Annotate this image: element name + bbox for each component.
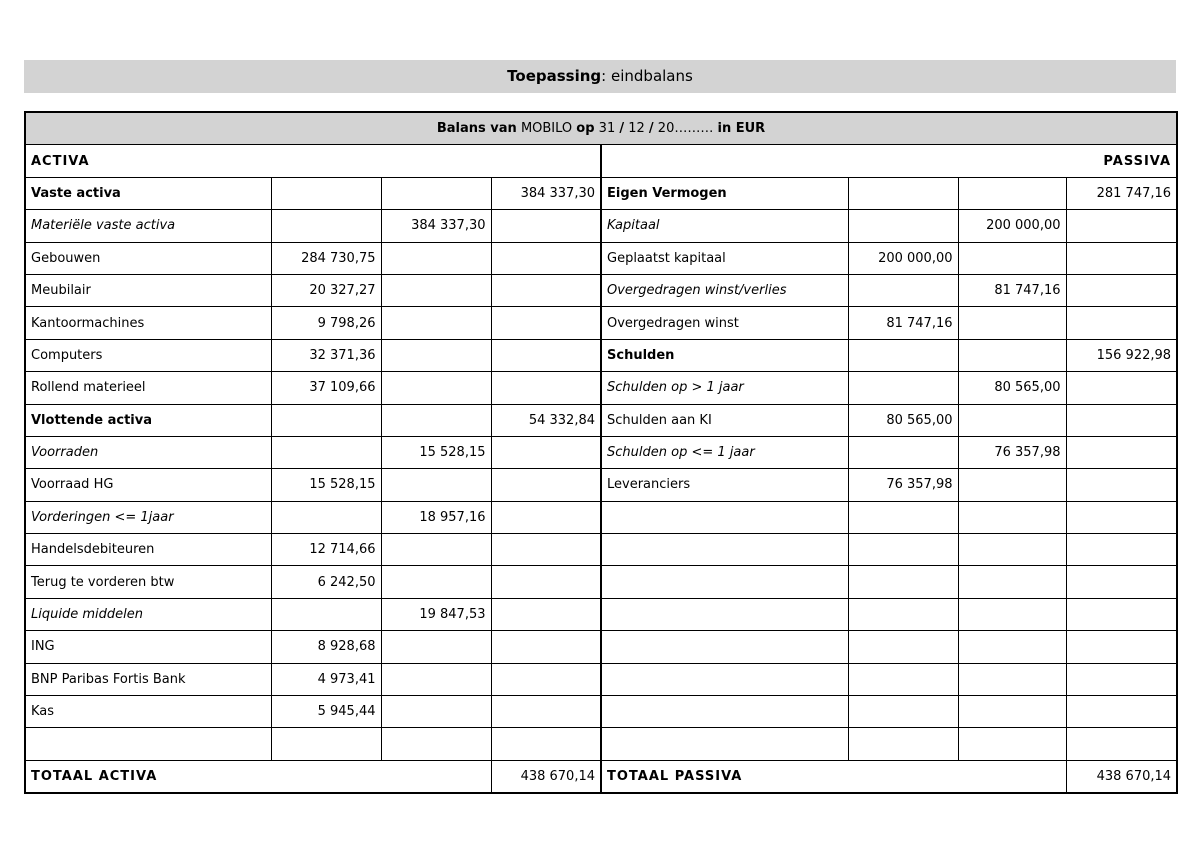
activa-amount-cell: 20 327,27 [271, 274, 381, 306]
passiva-amount-cell [958, 501, 1066, 533]
passiva-label-cell: Kapitaal [601, 210, 848, 242]
activa-amount-cell [381, 631, 491, 663]
activa-label-cell: Meubilair [25, 274, 271, 306]
passiva-label-cell [601, 566, 848, 598]
passiva-amount-cell [1066, 663, 1177, 695]
passiva-amount-cell: 81 747,16 [958, 274, 1066, 306]
passiva-amount-cell [848, 210, 958, 242]
passiva-label-cell [601, 696, 848, 728]
banner-text: : eindbalans [601, 67, 693, 85]
table-row [25, 210, 1177, 242]
activa-amount-cell [271, 210, 381, 242]
passiva-amount-cell [958, 631, 1066, 663]
activa-label-cell: BNP Paribas Fortis Bank [25, 663, 271, 695]
activa-amount-cell [271, 404, 381, 436]
exercise-banner [24, 60, 1176, 93]
activa-amount-cell [271, 598, 381, 630]
passiva-amount-cell [1066, 534, 1177, 566]
balance-title: Balans van MOBILO op 31 / 12 / 20……… in EUR [25, 112, 1177, 145]
table-row [25, 177, 1177, 209]
activa-label-cell: Vlottende activa [25, 404, 271, 436]
passiva-amount-cell [848, 696, 958, 728]
activa-label-cell: Terug te vorderen btw [25, 566, 271, 598]
activa-amount-cell [491, 663, 601, 695]
activa-label-cell: Gebouwen [25, 242, 271, 274]
table-row [25, 469, 1177, 501]
passiva-label-cell: Schulden [601, 339, 848, 371]
passiva-amount-cell [1066, 598, 1177, 630]
activa-amount-cell: 32 371,36 [271, 339, 381, 371]
table-row [25, 436, 1177, 468]
activa-amount-cell: 37 109,66 [271, 372, 381, 404]
passiva-amount-cell [848, 177, 958, 209]
activa-amount-cell: 15 528,15 [271, 469, 381, 501]
passiva-label-cell: Leveranciers [601, 469, 848, 501]
passiva-amount-cell [1066, 728, 1177, 760]
passiva-label-cell [601, 728, 848, 760]
passiva-amount-cell [1066, 631, 1177, 663]
total-activa-label: TOTAAL ACTIVA [25, 760, 491, 793]
activa-amount-cell [491, 534, 601, 566]
balance-sheet-table [24, 111, 1178, 794]
activa-amount-cell: 6 242,50 [271, 566, 381, 598]
activa-label-cell: Handelsdebiteuren [25, 534, 271, 566]
passiva-amount-cell [958, 598, 1066, 630]
activa-amount-cell [491, 631, 601, 663]
activa-label-cell: Kas [25, 696, 271, 728]
table-row [25, 696, 1177, 728]
passiva-amount-cell [848, 274, 958, 306]
passiva-amount-cell [1066, 696, 1177, 728]
activa-amount-cell [491, 274, 601, 306]
passiva-amount-cell [1066, 307, 1177, 339]
activa-label-cell: Liquide middelen [25, 598, 271, 630]
passiva-amount-cell [848, 501, 958, 533]
table-row [25, 274, 1177, 306]
passiva-label-cell [601, 631, 848, 663]
passiva-amount-cell [958, 566, 1066, 598]
passiva-amount-cell [958, 696, 1066, 728]
activa-amount-cell [491, 598, 601, 630]
table-row [25, 598, 1177, 630]
activa-amount-cell: 54 332,84 [491, 404, 601, 436]
passiva-amount-cell [958, 728, 1066, 760]
passiva-label-cell: Schulden op <= 1 jaar [601, 436, 848, 468]
passiva-amount-cell [848, 728, 958, 760]
activa-amount-cell: 384 337,30 [491, 177, 601, 209]
activa-label-cell: Materiële vaste activa [25, 210, 271, 242]
table-row [25, 728, 1177, 760]
table-row [25, 534, 1177, 566]
passiva-amount-cell [1066, 436, 1177, 468]
activa-amount-cell [491, 728, 601, 760]
table-row [25, 404, 1177, 436]
passiva-amount-cell: 281 747,16 [1066, 177, 1177, 209]
activa-amount-cell [381, 339, 491, 371]
activa-amount-cell: 12 714,66 [271, 534, 381, 566]
activa-amount-cell [271, 436, 381, 468]
balance-title-row [25, 112, 1177, 145]
table-row [25, 501, 1177, 533]
activa-amount-cell: 5 945,44 [271, 696, 381, 728]
passiva-label-cell: Geplaatst kapitaal [601, 242, 848, 274]
activa-label-cell: Rollend materieel [25, 372, 271, 404]
passiva-label-cell [601, 663, 848, 695]
passiva-amount-cell [848, 566, 958, 598]
passiva-amount-cell [848, 631, 958, 663]
activa-amount-cell: 4 973,41 [271, 663, 381, 695]
passiva-amount-cell [958, 242, 1066, 274]
activa-amount-cell [491, 501, 601, 533]
activa-amount-cell [381, 728, 491, 760]
passiva-amount-cell [958, 339, 1066, 371]
table-row [25, 339, 1177, 371]
passiva-label-cell: Eigen Vermogen [601, 177, 848, 209]
passiva-label-cell: Schulden aan KI [601, 404, 848, 436]
activa-label-cell: Voorraden [25, 436, 271, 468]
activa-amount-cell [381, 534, 491, 566]
banner-label: Toepassing [507, 67, 602, 85]
activa-label-cell: Vorderingen <= 1jaar [25, 501, 271, 533]
table-row [25, 307, 1177, 339]
passiva-amount-cell [1066, 469, 1177, 501]
activa-label-cell: Vaste activa [25, 177, 271, 209]
activa-label-cell: Kantoormachines [25, 307, 271, 339]
activa-amount-cell [491, 696, 601, 728]
passiva-amount-cell: 80 565,00 [848, 404, 958, 436]
passiva-amount-cell [1066, 372, 1177, 404]
activa-amount-cell [491, 566, 601, 598]
passiva-label-cell [601, 534, 848, 566]
passiva-label-cell [601, 501, 848, 533]
table-row [25, 663, 1177, 695]
passiva-amount-cell [958, 177, 1066, 209]
activa-header: ACTIVA [25, 145, 601, 177]
passiva-amount-cell [848, 534, 958, 566]
activa-label-cell: Computers [25, 339, 271, 371]
activa-amount-cell [491, 436, 601, 468]
total-passiva-label: TOTAAL PASSIVA [601, 760, 1066, 793]
passiva-amount-cell: 200 000,00 [958, 210, 1066, 242]
passiva-amount-cell [848, 663, 958, 695]
total-activa-value: 438 670,14 [491, 760, 601, 793]
activa-amount-cell [381, 307, 491, 339]
activa-amount-cell [271, 728, 381, 760]
passiva-amount-cell: 76 357,98 [958, 436, 1066, 468]
passiva-amount-cell [958, 469, 1066, 501]
passiva-amount-cell [958, 534, 1066, 566]
passiva-amount-cell [1066, 210, 1177, 242]
table-row [25, 631, 1177, 663]
activa-amount-cell [491, 307, 601, 339]
activa-amount-cell [491, 469, 601, 501]
activa-amount-cell: 8 928,68 [271, 631, 381, 663]
activa-amount-cell [271, 177, 381, 209]
activa-amount-cell [491, 210, 601, 242]
activa-label-cell [25, 728, 271, 760]
activa-amount-cell: 9 798,26 [271, 307, 381, 339]
passiva-amount-cell [958, 663, 1066, 695]
side-header-row [25, 145, 1177, 177]
activa-amount-cell [491, 372, 601, 404]
activa-amount-cell [381, 404, 491, 436]
passiva-amount-cell [1066, 501, 1177, 533]
passiva-amount-cell [848, 372, 958, 404]
passiva-amount-cell [848, 339, 958, 371]
activa-amount-cell [381, 663, 491, 695]
activa-amount-cell [271, 501, 381, 533]
passiva-header: PASSIVA [601, 145, 1177, 177]
table-row [25, 242, 1177, 274]
passiva-amount-cell [1066, 274, 1177, 306]
activa-label-cell: Voorraad HG [25, 469, 271, 501]
activa-amount-cell [491, 242, 601, 274]
activa-amount-cell [381, 566, 491, 598]
passiva-amount-cell [848, 436, 958, 468]
passiva-amount-cell [958, 307, 1066, 339]
passiva-amount-cell: 76 357,98 [848, 469, 958, 501]
activa-amount-cell [381, 469, 491, 501]
activa-amount-cell: 15 528,15 [381, 436, 491, 468]
passiva-amount-cell: 81 747,16 [848, 307, 958, 339]
passiva-amount-cell [958, 404, 1066, 436]
passiva-amount-cell: 156 922,98 [1066, 339, 1177, 371]
passiva-amount-cell [848, 598, 958, 630]
passiva-label-cell: Overgedragen winst/verlies [601, 274, 848, 306]
passiva-amount-cell: 200 000,00 [848, 242, 958, 274]
passiva-amount-cell [1066, 242, 1177, 274]
passiva-label-cell [601, 598, 848, 630]
activa-amount-cell [381, 274, 491, 306]
passiva-amount-cell: 80 565,00 [958, 372, 1066, 404]
activa-amount-cell: 384 337,30 [381, 210, 491, 242]
total-passiva-value: 438 670,14 [1066, 760, 1177, 793]
activa-amount-cell [381, 372, 491, 404]
activa-amount-cell [381, 696, 491, 728]
passiva-amount-cell [1066, 566, 1177, 598]
activa-amount-cell [381, 242, 491, 274]
passiva-label-cell: Schulden op > 1 jaar [601, 372, 848, 404]
activa-label-cell: ING [25, 631, 271, 663]
activa-amount-cell [491, 339, 601, 371]
activa-amount-cell: 18 957,16 [381, 501, 491, 533]
table-row [25, 372, 1177, 404]
activa-amount-cell: 19 847,53 [381, 598, 491, 630]
activa-amount-cell [381, 177, 491, 209]
totals-row [25, 760, 1177, 793]
passiva-amount-cell [1066, 404, 1177, 436]
table-row [25, 566, 1177, 598]
activa-amount-cell: 284 730,75 [271, 242, 381, 274]
passiva-label-cell: Overgedragen winst [601, 307, 848, 339]
